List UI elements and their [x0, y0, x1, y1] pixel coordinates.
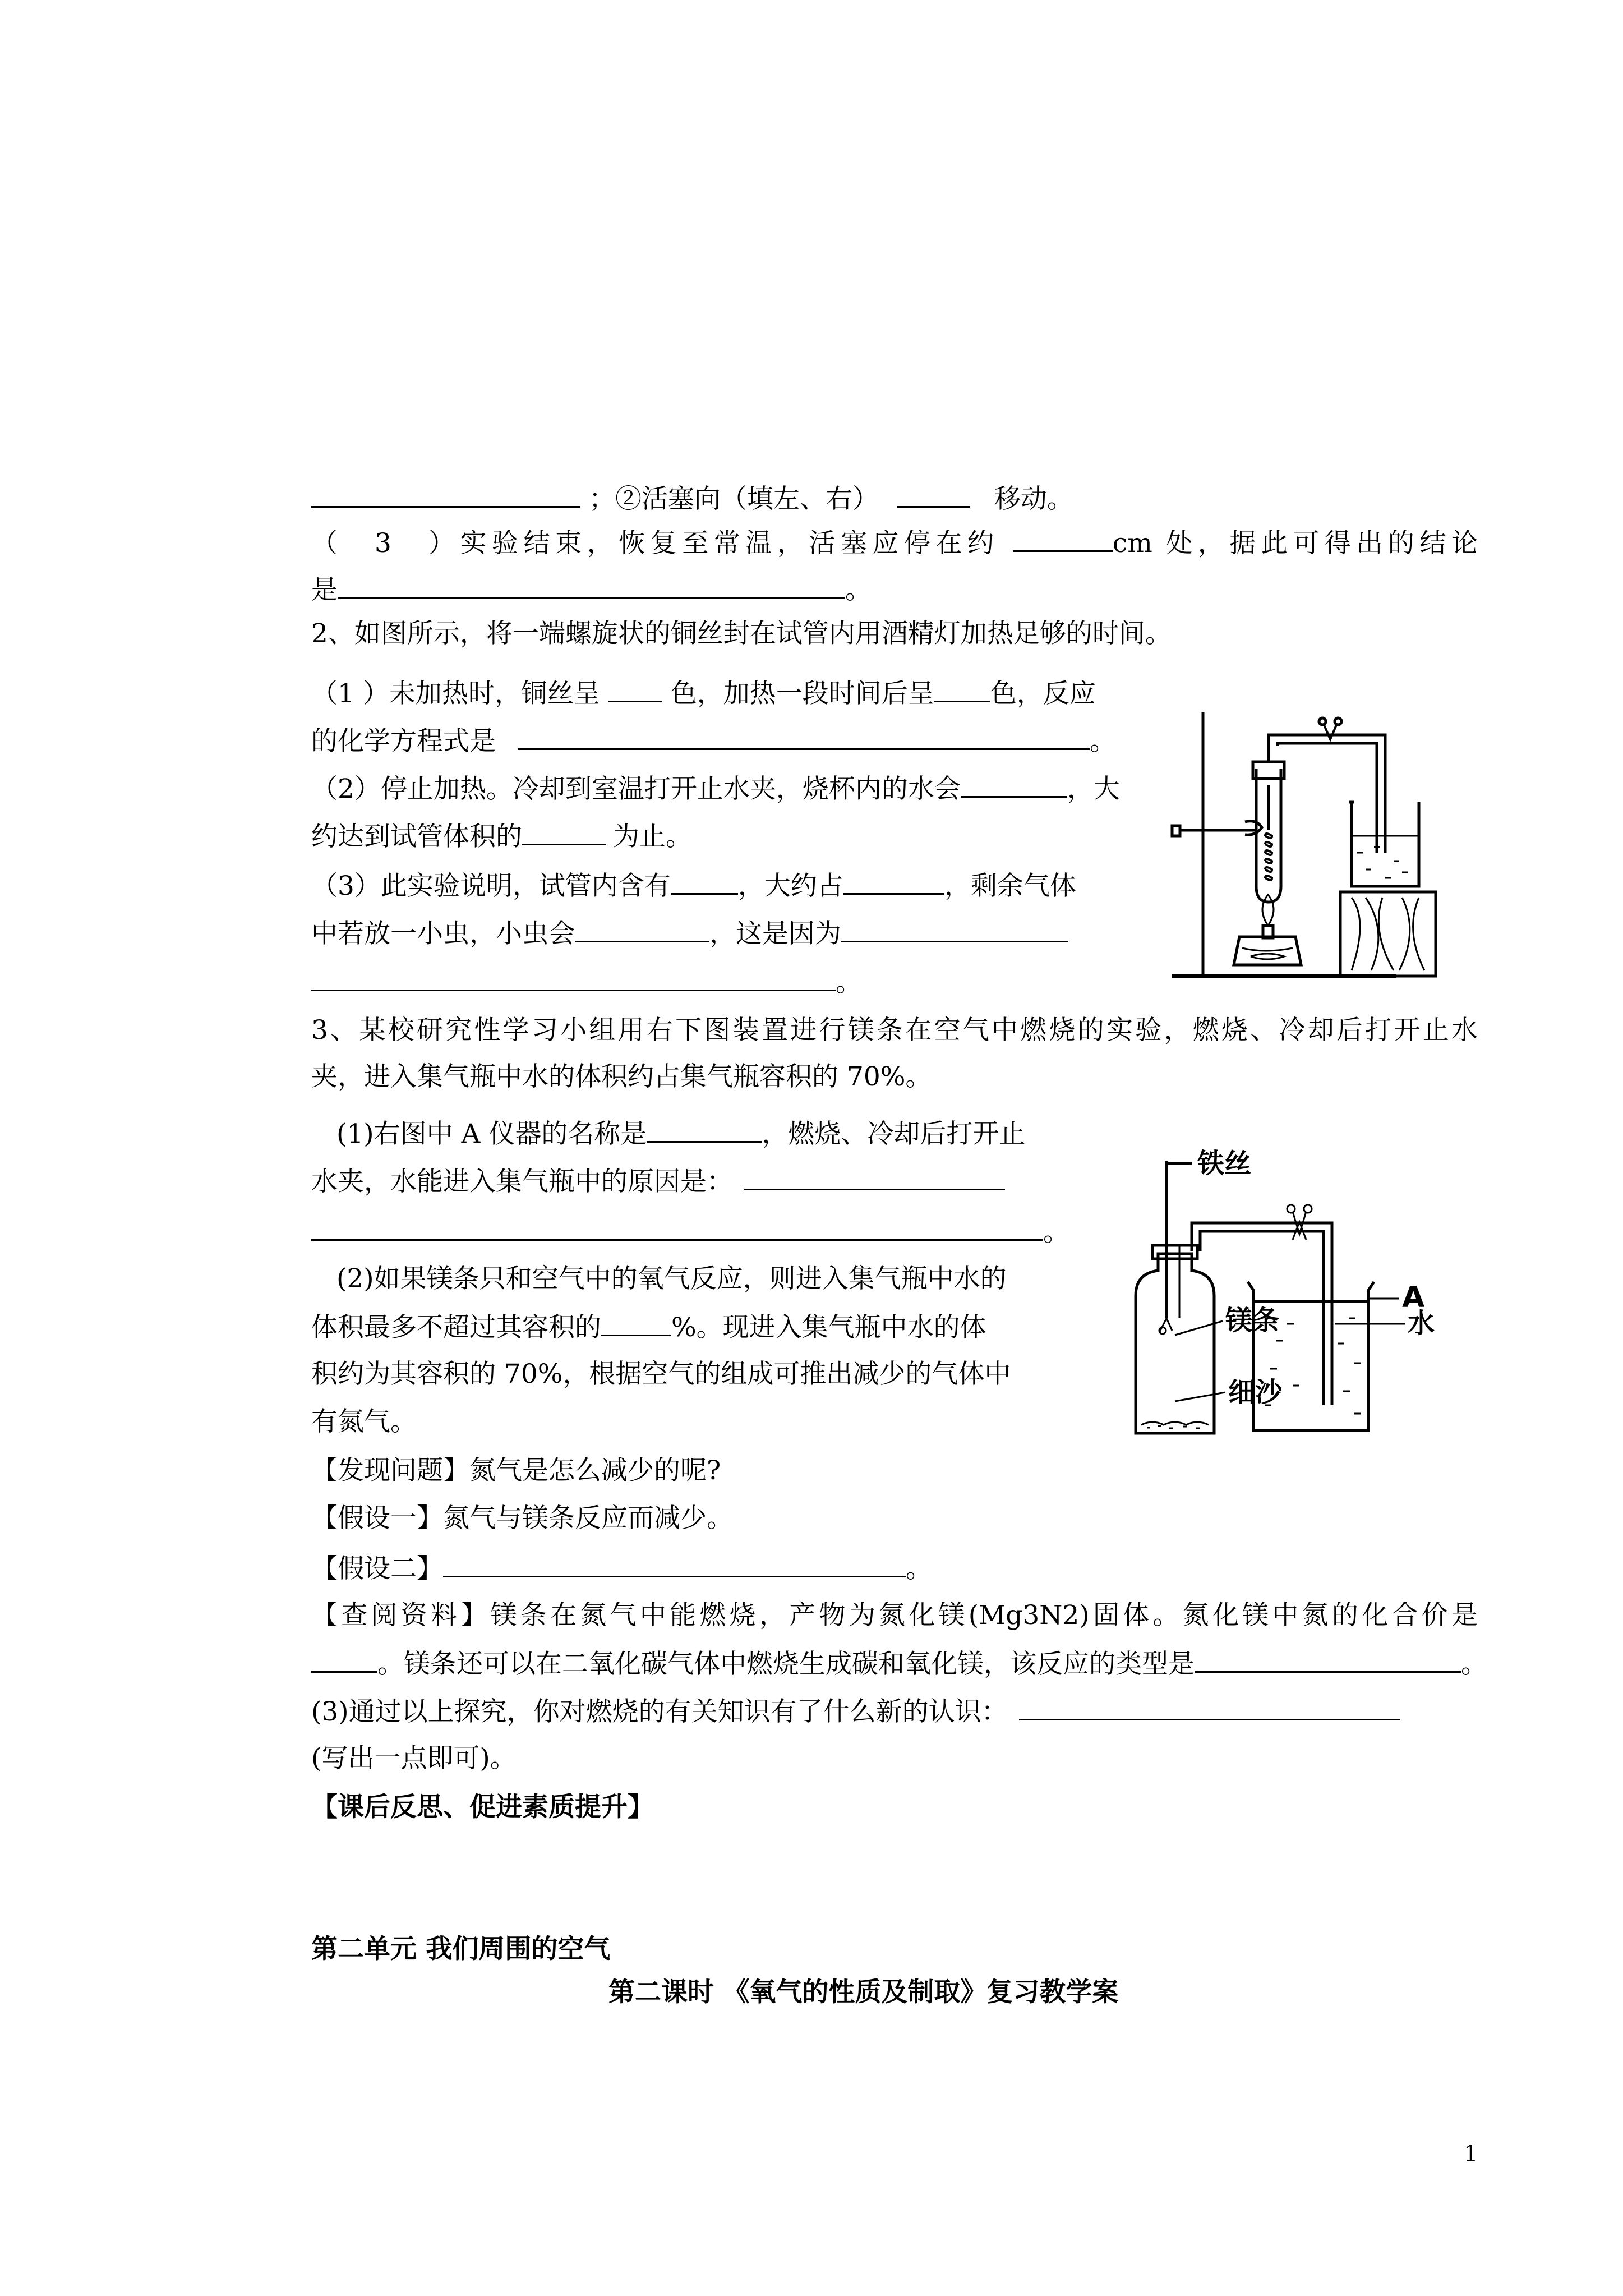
q3-1b-line: 水夹，水能进入集气瓶中的原因是：: [311, 1164, 1005, 1199]
page-number: 1: [1464, 2141, 1478, 2167]
q3-2b-line: 体积最多不超过其容积的 %。现进入集气瓶中水的体: [311, 1310, 986, 1345]
label-fine-sand: 细沙: [1228, 1377, 1283, 1408]
q2-3-line: （3）此实验说明，试管内含有 ，大约占 ，剩余气体: [311, 868, 1076, 903]
hypothesis-1: 【假设一】氮气与镁条反应而减少。: [311, 1503, 733, 1534]
hypothesis-2: 【假设二】 。: [311, 1551, 932, 1586]
q3-3-line: (3)通过以上探究，你对燃烧的有关知识有了什么新的认识：: [311, 1694, 1400, 1729]
q3-2d-line: 有氮气。: [311, 1406, 417, 1437]
unit-title: 第二单元 我们周围的空气: [311, 1934, 611, 1964]
blank[interactable]: [1013, 526, 1113, 552]
blank[interactable]: [522, 819, 606, 845]
q3-intro-2: 夹，进入集气瓶中水的体积约占集气瓶容积的 70%。: [311, 1061, 932, 1092]
blank[interactable]: [647, 1116, 762, 1143]
q1-3-conclusion-line: 是 。: [311, 572, 872, 607]
label-iron-wire: 铁丝: [1197, 1148, 1252, 1179]
q2-intro: 2、如图所示，将一端螺旋状的铜丝封在试管内用酒精灯加热足够的时间。: [311, 618, 1172, 649]
blank[interactable]: [311, 1214, 1043, 1241]
blank[interactable]: [608, 676, 662, 702]
reflection-heading: 【课后反思、促进素质提升】: [311, 1792, 654, 1823]
blank[interactable]: [443, 1551, 906, 1577]
blank[interactable]: [518, 724, 1090, 750]
blank[interactable]: [671, 868, 738, 895]
blank[interactable]: [601, 1310, 671, 1336]
q2-3c-line: 。: [311, 965, 862, 1000]
q2-2b-line: 约达到试管体积的 为止。: [311, 819, 692, 854]
reference-1: 【查阅资料】镁条在氮气中能燃烧，产物为氮化镁(Mg3N2)固体。氮化镁中氮的化合价是: [311, 1600, 1478, 1631]
q2-1-equation-line: 的化学方程式是 。: [311, 724, 1116, 758]
q3-2c-line: 积约为其容积的 70%，根据空气的组成可推出减少的气体中: [311, 1359, 1011, 1389]
label-water: 水: [1408, 1308, 1435, 1339]
magnesium-combustion-apparatus-figure: [1113, 1150, 1478, 1442]
q1-3-line: （ 3 ）实验结束，恢复至常温，活塞应停在约 cm 处，据此可得出的结论: [311, 526, 1478, 560]
blank[interactable]: [311, 965, 836, 991]
q3-1c-line: 。: [311, 1214, 1069, 1249]
find-problem: 【发现问题】氮气是怎么减少的呢?: [311, 1455, 721, 1486]
q3-1-line: (1)右图中 A 仪器的名称是 ，燃烧、冷却后打开止: [336, 1116, 1025, 1151]
blank[interactable]: [338, 572, 845, 599]
label-magnesium: 镁条: [1225, 1305, 1280, 1336]
blank[interactable]: [934, 676, 990, 702]
blank[interactable]: [1195, 1646, 1461, 1673]
blank[interactable]: [843, 868, 944, 895]
blank[interactable]: [311, 481, 580, 508]
q2-3b-line: 中若放一小虫，小虫会 ，这是因为: [311, 916, 1068, 951]
reference-2: 。镁条还可以在二氧化碳气体中燃烧生成碳和氧化镁，该反应的类型是 。: [311, 1646, 1487, 1681]
q3-3-note: (写出一点即可)。: [311, 1743, 517, 1774]
lesson-title: 第二课时 《氧气的性质及制取》复习教学案: [608, 1977, 1119, 2008]
blank[interactable]: [311, 1646, 377, 1673]
blank[interactable]: [575, 916, 709, 942]
blank[interactable]: [961, 771, 1067, 798]
label-a: A: [1402, 1281, 1425, 1314]
blank[interactable]: [1019, 1694, 1400, 1720]
blank[interactable]: [744, 1164, 1005, 1190]
q3-intro-1: 3、某校研究性学习小组用右下图装置进行镁条在空气中燃烧的实验，燃烧、冷却后打开止水: [311, 1015, 1478, 1046]
q2-2-line: （2）停止加热。冷却到室温打开止水夹，烧杯内的水会 ，大: [311, 771, 1120, 806]
q1-2-line: ；②活塞向（填左、右） 移动。: [311, 481, 1073, 516]
q3-2-line: (2)如果镁条只和空气中的氧气反应，则进入集气瓶中水的: [336, 1263, 1007, 1294]
blank[interactable]: [841, 916, 1068, 942]
copper-heating-apparatus-figure: [1172, 701, 1441, 993]
q2-1-line: （1 ）未加热时，铜丝呈 色，加热一段时间后呈 色，反应: [311, 676, 1096, 711]
blank[interactable]: [897, 481, 970, 508]
